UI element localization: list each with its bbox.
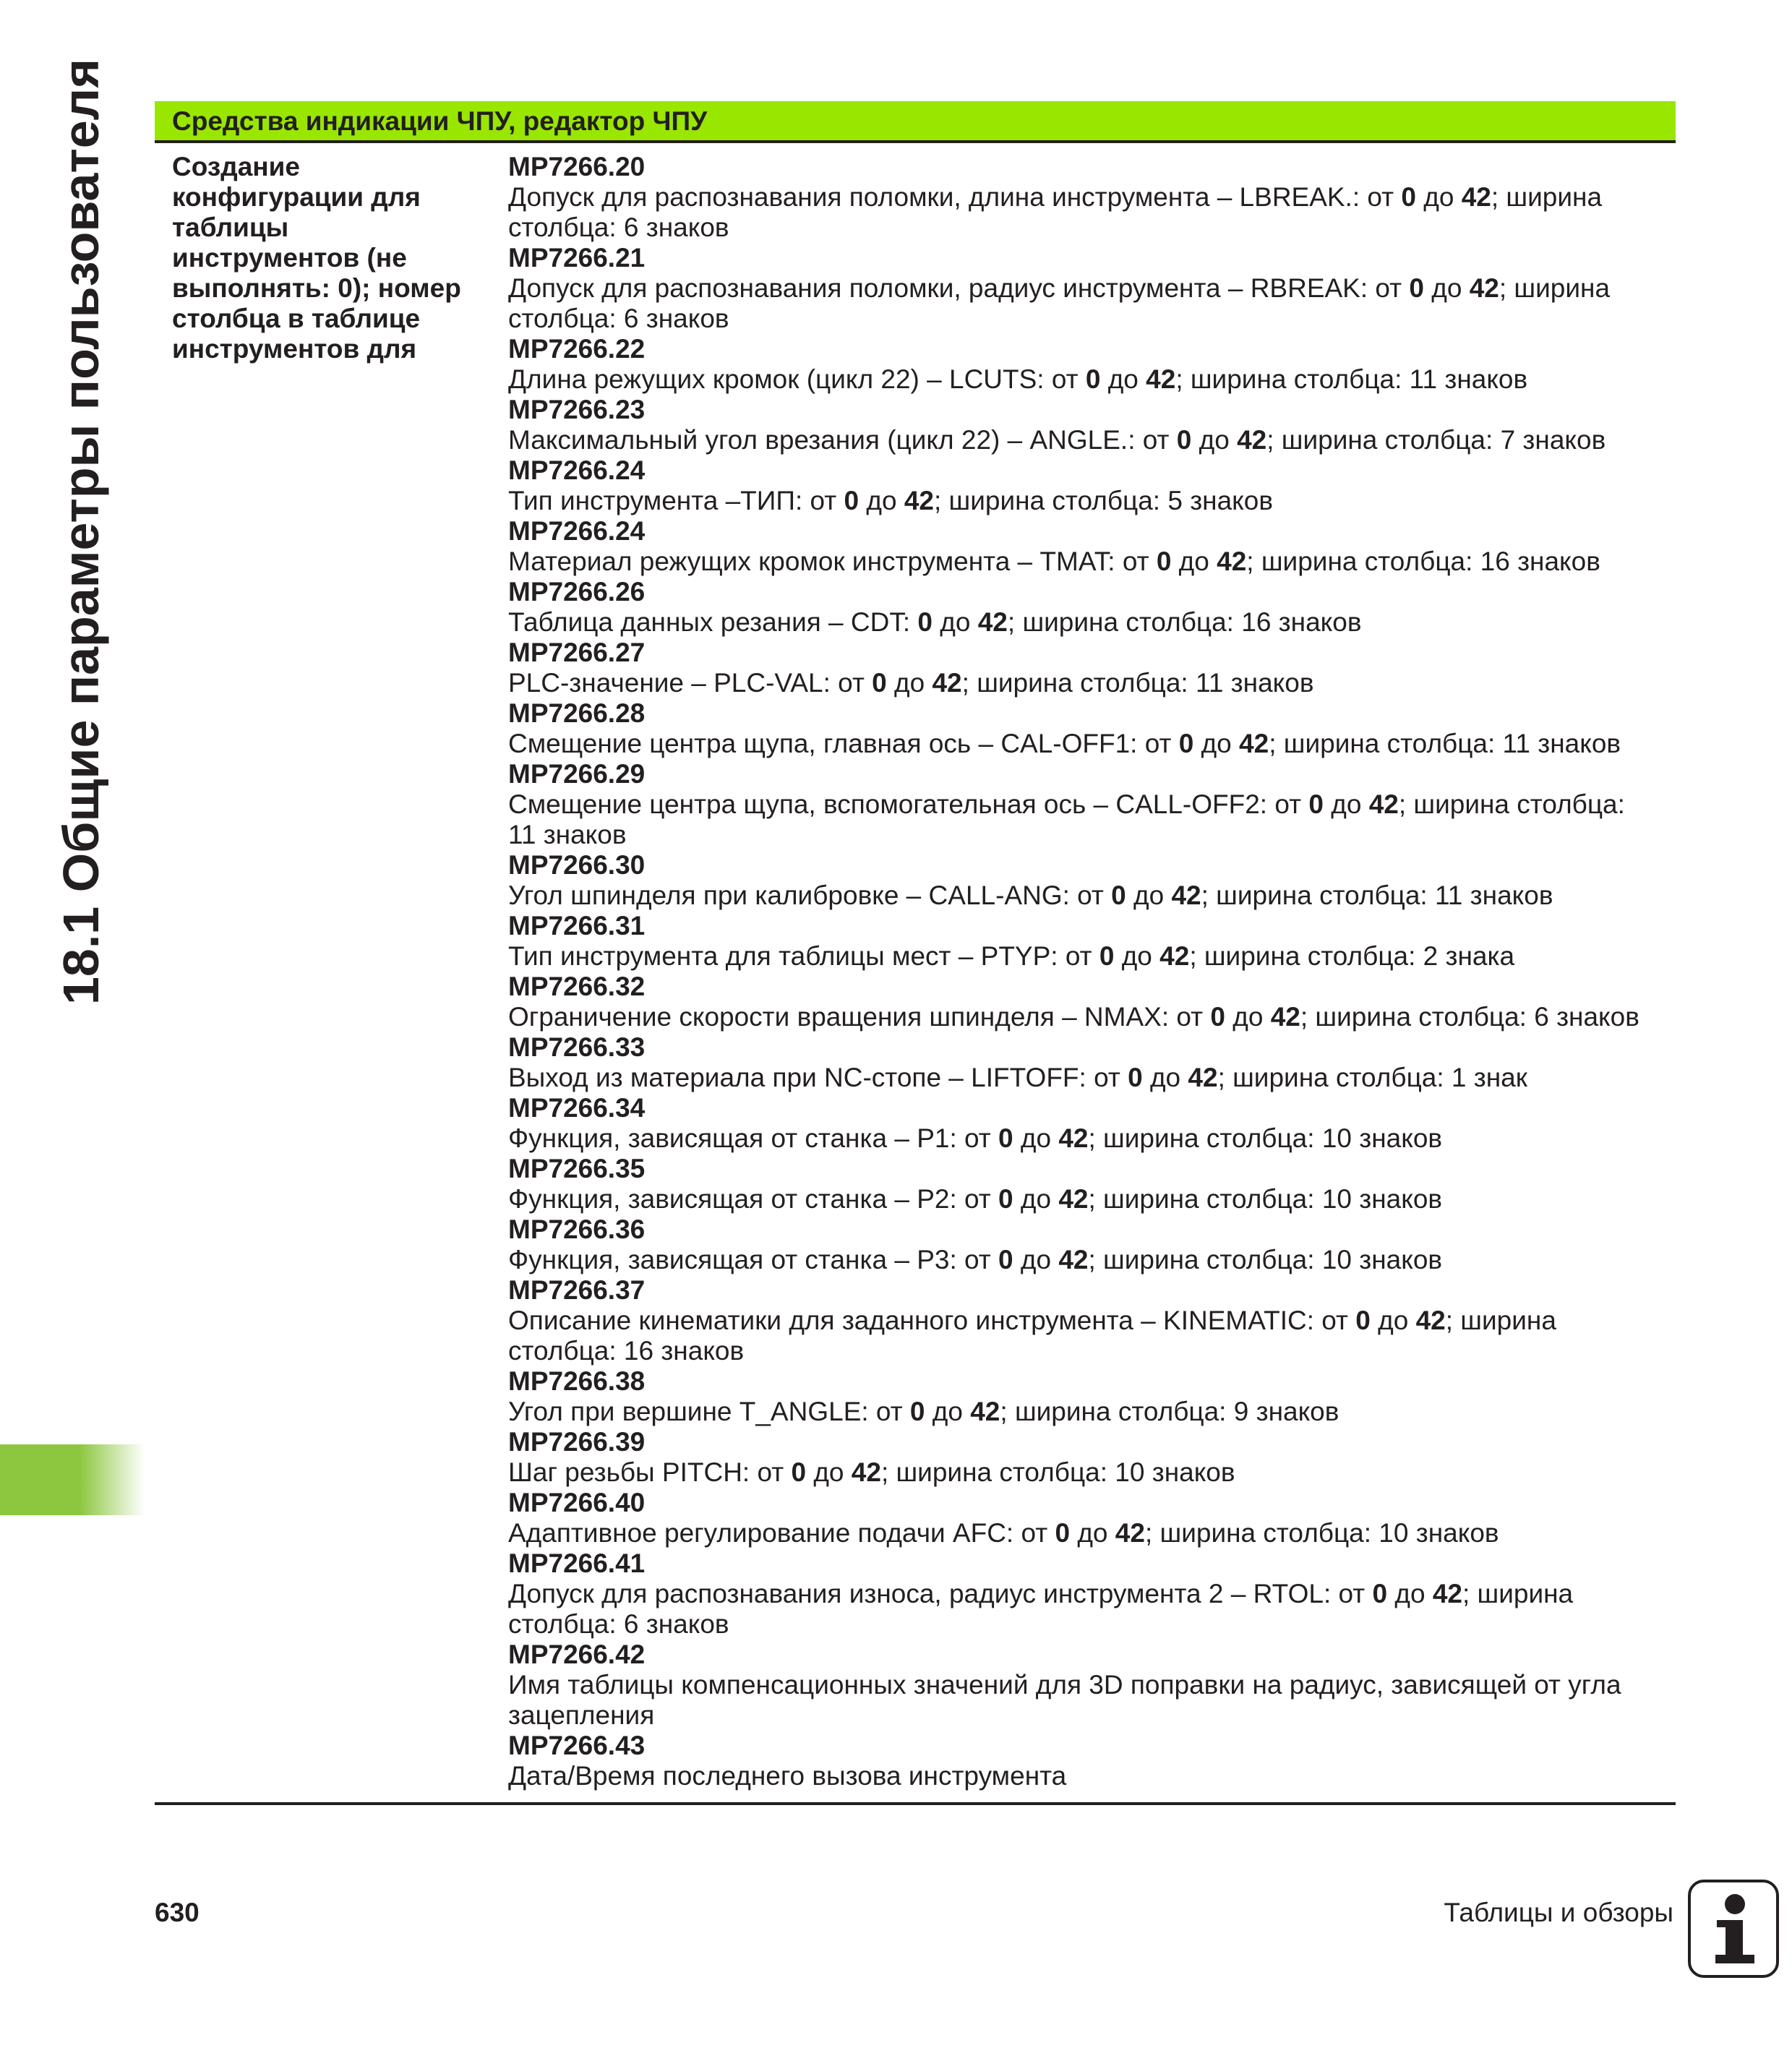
parameter-entry [508, 1731, 1679, 1791]
description-text: 11 знаков [508, 820, 627, 849]
parameter-code: MP7266.26 [508, 577, 646, 607]
parameter-code: MP7266.39 [508, 1427, 646, 1457]
parameter-description-line [508, 607, 1679, 638]
parameter-entry [508, 243, 1679, 334]
parameter-entry [508, 911, 1679, 972]
parameter-code: MP7266.24 [508, 455, 646, 485]
range-value: 42 [1461, 182, 1491, 212]
description-text: до [1191, 425, 1238, 455]
range-value: 42 [1270, 1002, 1300, 1032]
description-text: ; ширина столбца: 1 знак [1217, 1063, 1527, 1092]
description-text: Имя таблицы компенсационных значений для 3D поправки на радиус, зависящей от угла [508, 1670, 1621, 1700]
parameter-description-line [508, 729, 1679, 759]
parameter-code: MP7266.41 [508, 1548, 646, 1578]
parameter-description-line [508, 881, 1679, 911]
description-text: до [1126, 881, 1172, 910]
range-value: 42 [977, 607, 1008, 637]
range-value: 42 [1115, 1518, 1145, 1548]
parameter-code: MP7266.42 [508, 1640, 646, 1669]
range-value: 42 [1146, 364, 1176, 394]
range-value: 0 [1111, 881, 1126, 910]
parameter-entry [508, 1093, 1679, 1154]
range-value: 0 [1099, 941, 1115, 971]
description-text: Таблица данных резания – CDT: [508, 607, 918, 637]
description-text: Дата/Время последнего вызова инструмента [508, 1761, 1067, 1791]
parameter-description-line [508, 1700, 1679, 1731]
group-label-line: таблицы [172, 213, 289, 242]
description-text: Тип инструмента для таблицы мест – PTYP: от [508, 941, 1099, 971]
parameter-description-line [508, 1336, 1679, 1366]
parameter-description-line [508, 547, 1679, 577]
parameter-entry [508, 759, 1679, 850]
description-text: ; ширина столбца: 10 знаков [1088, 1123, 1443, 1153]
description-text: Смещение центра щупа, главная ось – CAL-OFF1: от [508, 729, 1179, 758]
description-text: ; ширина столбца: 7 знаков [1266, 425, 1606, 455]
description-text: до [806, 1457, 852, 1487]
parameter-code: MP7266.24 [508, 516, 646, 546]
description-text: ; ширина столбца: 11 знаков [961, 668, 1314, 698]
description-text: Максимальный угол врезания (цикл 22) – ANGLE.: от [508, 425, 1177, 455]
range-value: 42 [1058, 1245, 1089, 1274]
description-text: Функция, зависящая от станка – P1: от [508, 1123, 998, 1153]
parameter-code: MP7266.34 [508, 1093, 646, 1123]
parameter-description-line [508, 789, 1679, 820]
range-value: 0 [998, 1245, 1013, 1274]
description-text: ; ширина столбца: 11 знаков [1175, 364, 1528, 394]
range-value: 0 [1156, 547, 1172, 576]
description-text: Угол шпинделя при калибровке – CALL-ANG: от [508, 881, 1112, 910]
group-label-line: инструментов (не [172, 243, 407, 273]
description-text: до [1013, 1184, 1059, 1214]
description-text: ; ширина столбца: 11 знаков [1269, 729, 1621, 758]
parameter-code: MP7266.30 [508, 850, 646, 880]
description-text: Допуск для распознавания поломки, длина инструмента – LBREAK.: от [508, 182, 1402, 212]
parameter-description-line [508, 668, 1679, 698]
parameter-code: MP7266.43 [508, 1731, 646, 1760]
parameter-entry [508, 1548, 1679, 1640]
description-text: Смещение центра щупа, вспомогательная ось – CALL-OFF2: от [508, 789, 1309, 819]
parameter-description-line [508, 1184, 1679, 1214]
description-text: Угол при вершине T_ANGLE: от [508, 1397, 910, 1426]
parameter-entry [508, 577, 1679, 638]
parameter-description-line [508, 1245, 1679, 1275]
parameter-entry [508, 850, 1679, 911]
description-text: Адаптивное регулирование подачи AFC: от [508, 1518, 1055, 1548]
description-text: до [1370, 1306, 1416, 1335]
description-text: ; ширина столбца: [1398, 789, 1625, 819]
parameter-entry [508, 152, 1679, 243]
description-text: Допуск для распознавания поломки, радиус инструмента – RBREAK: от [508, 273, 1410, 303]
parameter-description-line [508, 304, 1679, 334]
description-text: до [1423, 273, 1470, 303]
description-text: столбца: 16 знаков [508, 1336, 745, 1366]
range-value: 0 [1176, 425, 1192, 455]
parameter-code: MP7266.31 [508, 911, 646, 941]
parameter-entry [508, 1032, 1679, 1093]
description-text: до [1415, 182, 1462, 212]
description-text: ; ширина столбца: 10 знаков [1144, 1518, 1499, 1548]
range-value: 0 [909, 1397, 925, 1426]
description-text: до [1387, 1579, 1433, 1608]
range-value: 42 [851, 1457, 881, 1487]
info-icon [1688, 1880, 1779, 1978]
info-icon-base [1715, 1955, 1754, 1963]
range-value: 0 [1401, 182, 1416, 212]
parameter-description-line [508, 1609, 1679, 1640]
parameter-description-line [508, 1306, 1679, 1336]
description-text: ; ширина столбца: 2 знака [1189, 941, 1515, 971]
description-text: Допуск для распознавания износа, радиус инструмента 2 – RTOL: от [508, 1579, 1373, 1608]
page-number: 630 [155, 1898, 200, 1927]
range-value: 42 [1171, 881, 1201, 910]
description-text: Шаг резьбы PITCH: от [508, 1457, 792, 1487]
description-text: до [1142, 1063, 1188, 1092]
range-value: 42 [932, 668, 962, 698]
parameter-description-line [508, 1457, 1679, 1488]
parameter-description-line [508, 1002, 1679, 1032]
description-text: ; ширина столбца: 16 знаков [1246, 547, 1600, 576]
parameter-code: MP7266.40 [508, 1488, 646, 1517]
parameter-code: MP7266.38 [508, 1366, 646, 1396]
parameter-description-line [508, 1063, 1679, 1093]
description-text: до [1070, 1518, 1115, 1548]
group-label-line: столбца в таблице [172, 304, 421, 333]
range-value: 0 [1128, 1063, 1143, 1092]
group-label-line: инструментов для [172, 334, 417, 364]
range-value: 42 [1159, 941, 1190, 971]
description-text: столбца: 6 знаков [508, 304, 729, 333]
parameter-description-line [508, 364, 1679, 395]
description-text: Функция, зависящая от станка – P3: от [508, 1245, 998, 1274]
parameter-entry [508, 1366, 1679, 1427]
parameter-description-line [508, 182, 1679, 213]
range-value: 0 [1178, 729, 1194, 758]
range-value: 0 [998, 1123, 1013, 1153]
description-text: ; ширина столбца: 10 знаков [1088, 1245, 1443, 1274]
parameter-entry [508, 972, 1679, 1032]
group-label-line: выполнять: 0); номер [172, 273, 461, 303]
description-text: Функция, зависящая от станка – P2: от [508, 1184, 998, 1214]
description-text: Описание кинематики для заданного инструмента – KINEMATIC: от [508, 1306, 1356, 1335]
description-text: Материал режущих кромок инструмента – TMAT: от [508, 547, 1157, 576]
parameter-code: MP7266.28 [508, 698, 646, 728]
range-value: 42 [1237, 425, 1267, 455]
range-value: 0 [1055, 1518, 1071, 1548]
parameter-description-line [508, 1518, 1679, 1548]
parameter-code: MP7266.37 [508, 1275, 646, 1305]
side-chapter-title-text: 18.1 Общие параметры пользователя [53, 59, 109, 1005]
parameter-code: MP7266.33 [508, 1032, 646, 1062]
range-value: 42 [1188, 1063, 1218, 1092]
range-value: 42 [1239, 729, 1269, 758]
range-value: 42 [970, 1397, 1000, 1426]
chapter-tab-marker [0, 1444, 145, 1515]
description-text: Длина режущих кромок (цикл 22) – LCUTS: от [508, 364, 1086, 394]
description-text: ; ширина столбца: 10 знаков [1088, 1184, 1443, 1214]
description-text: PLC-значение – PLC-VAL: от [508, 668, 873, 698]
parameter-description-line [508, 273, 1679, 304]
section-header-title: Средства индикации ЧПУ, редактор ЧПУ [172, 106, 708, 136]
description-text: ; ширина столбца: 5 знаков [933, 486, 1274, 515]
chapter-name: Таблицы и обзоры [1444, 1898, 1673, 1927]
parameter-entry [508, 1214, 1679, 1275]
parameter-entry [508, 1427, 1679, 1488]
range-value: 0 [1409, 273, 1424, 303]
range-value: 42 [1058, 1123, 1089, 1153]
parameter-description-line [508, 1397, 1679, 1427]
description-text: ; ширина [1445, 1306, 1556, 1335]
parameter-code: MP7266.35 [508, 1154, 646, 1183]
range-value: 0 [872, 668, 887, 698]
range-value: 0 [1372, 1579, 1388, 1608]
description-text: ; ширина столбца: 16 знаков [1007, 607, 1362, 637]
description-text: до [859, 486, 904, 515]
parameter-description-line [508, 1579, 1679, 1609]
description-text: до [933, 607, 978, 637]
range-value: 42 [904, 486, 934, 515]
range-value: 0 [844, 486, 859, 515]
group-label-line: Создание [172, 152, 300, 181]
table-bottom-rule [155, 1802, 1676, 1805]
range-value: 42 [1415, 1306, 1446, 1335]
range-value: 0 [1210, 1002, 1225, 1032]
parameter-description-line [508, 941, 1679, 972]
parameter-entry [508, 1275, 1679, 1366]
description-text: до [1013, 1123, 1059, 1153]
description-text: ; ширина [1491, 182, 1603, 212]
description-text: зацепления [508, 1700, 655, 1730]
parameter-entry [508, 698, 1679, 759]
description-text: до [1193, 729, 1240, 758]
parameter-code: MP7266.21 [508, 243, 646, 273]
section-header-bar [155, 101, 1676, 143]
description-text: ; ширина столбца: 11 знаков [1201, 881, 1553, 910]
parameter-description-line [508, 820, 1679, 850]
range-value: 42 [1217, 547, 1247, 576]
range-value: 0 [998, 1184, 1013, 1214]
range-value: 42 [1469, 273, 1499, 303]
range-value: 0 [1355, 1306, 1371, 1335]
range-value: 0 [791, 1457, 807, 1487]
parameter-entry [508, 1640, 1679, 1731]
description-text: до [1323, 789, 1369, 819]
parameter-entry [508, 516, 1679, 577]
description-text: ; ширина столбца: 6 знаков [1300, 1002, 1639, 1032]
description-text: до [1114, 941, 1160, 971]
description-text: до [1225, 1002, 1271, 1032]
parameter-description-line [508, 1761, 1679, 1791]
parameter-code: MP7266.32 [508, 972, 646, 1001]
parameter-code: MP7266.20 [508, 152, 646, 181]
description-text: ; ширина столбца: 9 знаков [1000, 1397, 1339, 1426]
range-value: 0 [1085, 364, 1101, 394]
description-text: до [1013, 1245, 1059, 1274]
description-text: до [886, 668, 933, 698]
parameter-code: MP7266.36 [508, 1214, 646, 1244]
parameter-list [508, 152, 1679, 1791]
parameter-code: MP7266.27 [508, 638, 646, 667]
description-text: Тип инструмента –ТИП: от [508, 486, 844, 515]
description-text: ; ширина [1462, 1579, 1574, 1608]
description-text: до [1171, 547, 1217, 576]
parameter-entry [508, 1154, 1679, 1214]
parameter-description-line [508, 1670, 1679, 1700]
parameter-code: MP7266.23 [508, 395, 646, 424]
parameter-entry [508, 395, 1679, 455]
parameter-description-line [508, 486, 1679, 516]
description-text: до [1100, 364, 1146, 394]
description-text: столбца: 6 знаков [508, 1609, 729, 1639]
parameter-entry [508, 1488, 1679, 1548]
range-value: 42 [1368, 789, 1399, 819]
description-text: столбца: 6 знаков [508, 213, 729, 242]
description-text: Ограничение скорости вращения шпинделя – NMAX: от [508, 1002, 1211, 1032]
info-icon-dot [1725, 1894, 1745, 1914]
parameter-description-line [508, 425, 1679, 455]
range-value: 0 [1308, 789, 1324, 819]
description-text: ; ширина столбца: 10 знаков [880, 1457, 1235, 1487]
parameter-description-line [508, 1123, 1679, 1154]
parameter-group-label [172, 152, 490, 364]
description-text: ; ширина [1499, 273, 1611, 303]
description-text: Выход из материала при NC-стопе – LIFTOFF: от [508, 1063, 1128, 1092]
description-text: до [925, 1397, 971, 1426]
parameter-code: MP7266.29 [508, 759, 646, 789]
range-value: 42 [1432, 1579, 1462, 1608]
parameter-code: MP7266.22 [508, 334, 646, 364]
parameter-entry [508, 334, 1679, 395]
range-value: 42 [1058, 1184, 1089, 1214]
parameter-description-line [508, 213, 1679, 243]
range-value: 0 [917, 607, 933, 637]
parameter-entry [508, 455, 1679, 516]
group-label-line: конфигурации для [172, 182, 421, 212]
parameter-entry [508, 638, 1679, 698]
